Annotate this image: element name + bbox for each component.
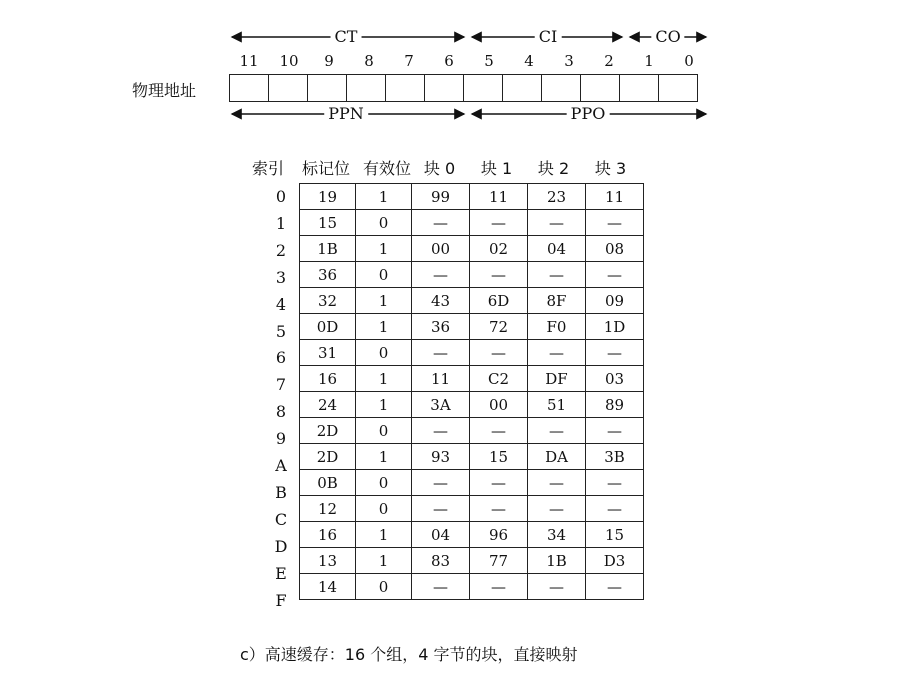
tag-cell: 13 xyxy=(300,548,356,574)
valid-cell: 1 xyxy=(356,184,412,210)
valid-cell: 0 xyxy=(356,470,412,496)
block-1-cell: 6D xyxy=(470,288,528,314)
block-2-cell: — xyxy=(528,470,586,496)
block-0-cell: — xyxy=(412,418,470,444)
valid-cell: 0 xyxy=(356,418,412,444)
block-1-cell: — xyxy=(470,262,528,288)
block-1-cell: 15 xyxy=(470,444,528,470)
valid-cell: 1 xyxy=(356,314,412,340)
block-3-cell: — xyxy=(586,262,644,288)
tag-cell: 2D xyxy=(300,444,356,470)
row-index: 2 xyxy=(275,240,287,260)
block-3-cell: D3 xyxy=(586,548,644,574)
tag-cell: 1B xyxy=(300,236,356,262)
bit-cell xyxy=(542,75,581,101)
block-1-cell: 96 xyxy=(470,522,528,548)
bit-cell xyxy=(620,75,659,101)
table-row xyxy=(300,210,644,236)
block-2-cell: 51 xyxy=(528,392,586,418)
valid-cell: 1 xyxy=(356,444,412,470)
block-0-cell: 00 xyxy=(412,236,470,262)
block-3-cell: 15 xyxy=(586,522,644,548)
tag-cell: 31 xyxy=(300,340,356,366)
block-2-cell: DA xyxy=(528,444,586,470)
table-row xyxy=(300,340,644,366)
bit-cell xyxy=(308,75,347,101)
table-row xyxy=(300,548,644,574)
block-0-cell: 11 xyxy=(412,366,470,392)
tag-cell: 2D xyxy=(300,418,356,444)
block-3-cell: — xyxy=(586,210,644,236)
row-index: D xyxy=(274,536,288,556)
block-2-cell: F0 xyxy=(528,314,586,340)
tag-cell: 14 xyxy=(300,574,356,600)
table-row xyxy=(300,470,644,496)
table-row xyxy=(300,262,644,288)
bit-cell xyxy=(464,75,503,101)
table-row xyxy=(300,392,644,418)
bit-number: 10 xyxy=(279,52,299,70)
block-0-cell: 99 xyxy=(412,184,470,210)
row-index: 4 xyxy=(275,294,287,314)
block-2-cell: 1B xyxy=(528,548,586,574)
block-0-cell: 43 xyxy=(412,288,470,314)
block-3-cell: — xyxy=(586,340,644,366)
block-0-cell: — xyxy=(412,574,470,600)
valid-cell: 0 xyxy=(356,210,412,236)
bit-cell xyxy=(581,75,620,101)
block-2-cell: 34 xyxy=(528,522,586,548)
block-0-cell: 93 xyxy=(412,444,470,470)
cache-table xyxy=(299,183,644,600)
block-2-cell: — xyxy=(528,496,586,522)
block-1-cell: 77 xyxy=(470,548,528,574)
figure-caption: c）高速缓存：16 个组，4 字节的块，直接映射 xyxy=(240,645,578,664)
tag-cell: 15 xyxy=(300,210,356,236)
block-2-cell: 8F xyxy=(528,288,586,314)
bit-number: 4 xyxy=(524,52,534,70)
row-index: 6 xyxy=(275,348,287,368)
block-1-cell: — xyxy=(470,340,528,366)
tag-cell: 16 xyxy=(300,366,356,392)
block-1-cell: 11 xyxy=(470,184,528,210)
co-label: CO xyxy=(651,28,684,46)
header-tag: 标记位 xyxy=(301,159,350,178)
block-1-cell: — xyxy=(470,210,528,236)
bit-cell xyxy=(425,75,464,101)
block-2-cell: — xyxy=(528,574,586,600)
valid-cell: 1 xyxy=(356,288,412,314)
block-3-cell: 1D xyxy=(586,314,644,340)
physical-address-label: 物理地址 xyxy=(132,81,197,100)
row-index: 3 xyxy=(275,267,287,287)
table-row xyxy=(300,418,644,444)
tag-cell: 36 xyxy=(300,262,356,288)
block-1-cell: 72 xyxy=(470,314,528,340)
bit-number: 6 xyxy=(444,52,454,70)
row-index: B xyxy=(275,482,287,502)
block-3-cell: — xyxy=(586,574,644,600)
block-3-cell: 3B xyxy=(586,444,644,470)
valid-cell: 1 xyxy=(356,548,412,574)
field-arrows xyxy=(0,0,920,140)
valid-cell: 1 xyxy=(356,236,412,262)
block-0-cell: — xyxy=(412,470,470,496)
bit-number: 7 xyxy=(404,52,414,70)
valid-cell: 1 xyxy=(356,392,412,418)
bit-number: 9 xyxy=(324,52,334,70)
block-0-cell: 3A xyxy=(412,392,470,418)
bit-number: 2 xyxy=(604,52,614,70)
row-index: F xyxy=(275,590,287,610)
header-block-1: 块 1 xyxy=(480,159,513,178)
table-row xyxy=(300,184,644,210)
block-1-cell: — xyxy=(470,496,528,522)
table-row xyxy=(300,574,644,600)
valid-cell: 0 xyxy=(356,340,412,366)
row-index: 7 xyxy=(275,375,287,395)
valid-cell: 0 xyxy=(356,496,412,522)
tag-cell: 16 xyxy=(300,522,356,548)
bit-cell xyxy=(347,75,386,101)
row-index: 0 xyxy=(275,187,287,206)
valid-cell: 1 xyxy=(356,522,412,548)
block-1-cell: 02 xyxy=(470,236,528,262)
bit-cell xyxy=(386,75,425,101)
block-0-cell: — xyxy=(412,340,470,366)
block-3-cell: 03 xyxy=(586,366,644,392)
tag-cell: 24 xyxy=(300,392,356,418)
table-row xyxy=(300,522,644,548)
block-0-cell: — xyxy=(412,210,470,236)
header-block-0: 块 0 xyxy=(423,159,456,178)
ppn-label: PPN xyxy=(324,105,368,123)
table-row xyxy=(300,444,644,470)
block-1-cell: C2 xyxy=(470,366,528,392)
bit-number: 11 xyxy=(239,52,259,70)
block-2-cell: 23 xyxy=(528,184,586,210)
block-1-cell: 00 xyxy=(470,392,528,418)
header-index: 索引 xyxy=(251,159,284,178)
block-0-cell: — xyxy=(412,496,470,522)
bit-number: 3 xyxy=(564,52,574,70)
block-2-cell: — xyxy=(528,262,586,288)
ci-label: CI xyxy=(535,28,562,46)
block-3-cell: — xyxy=(586,470,644,496)
block-2-cell: DF xyxy=(528,366,586,392)
row-index: E xyxy=(275,563,287,583)
block-3-cell: 09 xyxy=(586,288,644,314)
bit-cell xyxy=(503,75,542,101)
block-3-cell: — xyxy=(586,418,644,444)
tag-cell: 0D xyxy=(300,314,356,340)
row-index: A xyxy=(275,456,287,475)
row-index: 9 xyxy=(275,429,287,449)
block-0-cell: 04 xyxy=(412,522,470,548)
ppo-label: PPO xyxy=(567,105,610,123)
tag-cell: 19 xyxy=(300,184,356,210)
ct-label: CT xyxy=(331,28,362,46)
block-2-cell: — xyxy=(528,418,586,444)
valid-cell: 1 xyxy=(356,366,412,392)
table-row xyxy=(300,314,644,340)
row-index: 1 xyxy=(275,213,287,233)
tag-cell: 12 xyxy=(300,496,356,522)
header-block-3: 块 3 xyxy=(594,159,627,178)
block-3-cell: 11 xyxy=(586,184,644,210)
block-1-cell: — xyxy=(470,574,528,600)
tag-cell: 0B xyxy=(300,470,356,496)
block-0-cell: 36 xyxy=(412,314,470,340)
block-2-cell: — xyxy=(528,210,586,236)
row-index: 5 xyxy=(275,321,287,341)
bit-number: 1 xyxy=(644,52,654,70)
header-block-2: 块 2 xyxy=(537,159,570,178)
bit-cell xyxy=(659,75,697,101)
bit-cell xyxy=(230,75,269,101)
bit-number: 5 xyxy=(484,52,494,70)
bit-cell xyxy=(269,75,308,101)
address-bit-row xyxy=(229,74,698,102)
valid-cell: 0 xyxy=(356,574,412,600)
block-3-cell: — xyxy=(586,496,644,522)
block-3-cell: 08 xyxy=(586,236,644,262)
block-0-cell: — xyxy=(412,262,470,288)
table-row xyxy=(300,496,644,522)
bit-number: 0 xyxy=(684,52,694,70)
bit-number: 8 xyxy=(364,52,374,70)
table-row xyxy=(300,236,644,262)
header-valid: 有效位 xyxy=(362,159,411,178)
block-3-cell: 89 xyxy=(586,392,644,418)
block-2-cell: 04 xyxy=(528,236,586,262)
block-1-cell: — xyxy=(470,418,528,444)
block-1-cell: — xyxy=(470,470,528,496)
valid-cell: 0 xyxy=(356,262,412,288)
tag-cell: 32 xyxy=(300,288,356,314)
block-2-cell: — xyxy=(528,340,586,366)
row-index: C xyxy=(274,509,288,529)
table-row xyxy=(300,366,644,392)
block-0-cell: 83 xyxy=(412,548,470,574)
row-index: 8 xyxy=(275,402,287,422)
table-row xyxy=(300,288,644,314)
